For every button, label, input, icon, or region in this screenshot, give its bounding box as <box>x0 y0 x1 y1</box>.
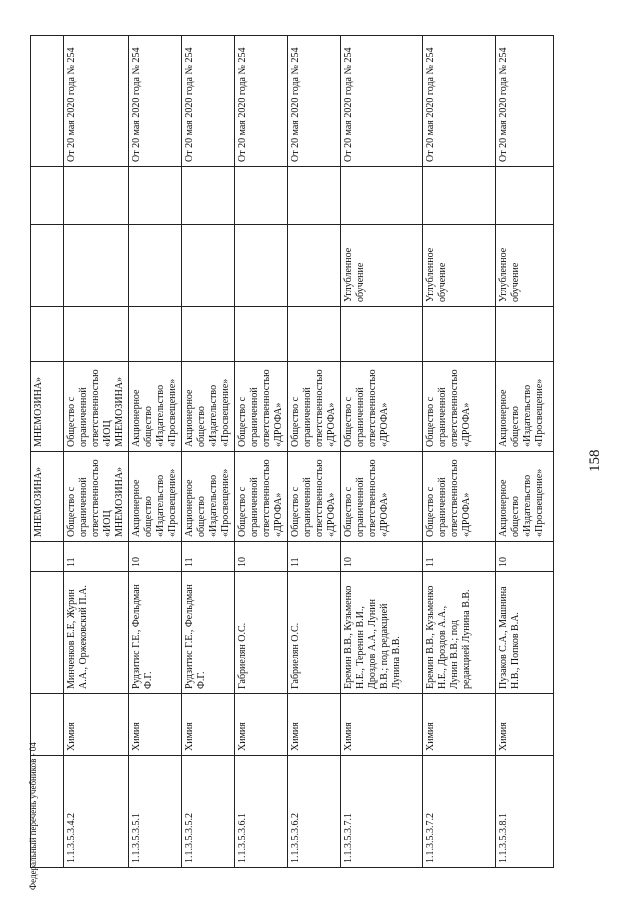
code-cell: 1.1.3.5.3.5.1 <box>129 756 182 868</box>
publisher-cell: Общество с ограниченной ответственностью «ИОЦ МНЕМОЗИНА» <box>64 452 129 542</box>
table-body <box>31 36 554 868</box>
order-cell: От 20 мая 2020 года № 254 <box>182 36 235 167</box>
header-cell: МНЕМОЗИНА» <box>31 362 64 452</box>
authors-cell: Рудзитис Г.Е., Фельдман Ф.Г. <box>129 572 182 694</box>
extra1-cell <box>288 307 341 362</box>
table-row <box>129 36 182 868</box>
authors-cell: Габриелян О.С. <box>288 572 341 694</box>
extra2-cell <box>235 167 288 225</box>
publisher2-cell: Акционерное общество «Издательство «Просвещение» <box>129 362 182 452</box>
publisher-cell: Общество с ограниченной ответственностью «ДРОФА» <box>235 452 288 542</box>
extra1-cell <box>129 307 182 362</box>
order-cell: От 20 мая 2020 года № 254 <box>64 36 129 167</box>
code-cell: 1.1.3.5.3.7.1 <box>341 756 423 868</box>
header-cell <box>31 307 64 362</box>
order-cell: От 20 мая 2020 года № 254 <box>341 36 423 167</box>
header-cell: МНЕМОЗИНА» <box>31 452 64 542</box>
authors-cell: Пузаков С.А., Машнина Н.В., Попков В.А. <box>496 572 554 694</box>
authors-cell: Рудзитис Г.Е., Фельдман Ф.Г. <box>182 572 235 694</box>
order-cell: От 20 мая 2020 года № 254 <box>235 36 288 167</box>
publisher2-cell: Общество с ограниченной ответственностью «ИОЦ МНЕМОЗИНА» <box>64 362 129 452</box>
grade-cell: 10 <box>496 542 554 572</box>
table-row <box>235 36 288 868</box>
subject-cell: Химия <box>129 694 182 756</box>
order-cell: От 20 мая 2020 года № 254 <box>129 36 182 167</box>
grade-cell: 10 <box>129 542 182 572</box>
subject-cell: Химия <box>288 694 341 756</box>
code-cell: 1.1.3.5.3.6.2 <box>288 756 341 868</box>
table-row <box>182 36 235 868</box>
grade-cell: 11 <box>423 542 496 572</box>
grade-cell: 10 <box>341 542 423 572</box>
code-cell: 1.1.3.5.3.4.2 <box>64 756 129 868</box>
table-row <box>496 36 554 868</box>
extra2-cell <box>341 167 423 225</box>
subject-cell: Химия <box>64 694 129 756</box>
page-number: 158 <box>587 449 603 472</box>
publisher-cell: Общество с ограниченной ответственностью «ДРОФА» <box>288 452 341 542</box>
grade-cell: 11 <box>288 542 341 572</box>
extra1-cell <box>182 307 235 362</box>
subject-cell: Химия <box>182 694 235 756</box>
code-cell: 1.1.3.5.3.6.1 <box>235 756 288 868</box>
header-cell <box>31 225 64 307</box>
subject-cell: Химия <box>341 694 423 756</box>
subject-cell: Химия <box>235 694 288 756</box>
extra2-cell <box>64 167 129 225</box>
extra1-cell <box>64 307 129 362</box>
level-cell <box>288 225 341 307</box>
publisher-cell: Общество с ограниченной ответственностью «ДРОФА» <box>341 452 423 542</box>
extra1-cell <box>496 307 554 362</box>
authors-cell: Еремин В.В., Кузьменко Н.Е., Дроздов А.А., Лунин В.В.; под редакцией Лунина В.В. <box>423 572 496 694</box>
level-cell <box>235 225 288 307</box>
table-row <box>341 36 423 868</box>
subject-cell: Химия <box>496 694 554 756</box>
publisher2-cell: Общество с ограниченной ответственностью «ДРОФА» <box>288 362 341 452</box>
extra2-cell <box>182 167 235 225</box>
header-cell <box>31 36 64 167</box>
level-cell <box>129 225 182 307</box>
code-cell: 1.1.3.5.3.8.1 <box>496 756 554 868</box>
subject-cell: Химия <box>423 694 496 756</box>
textbook-table <box>30 35 554 868</box>
publisher-cell: Общество с ограниченной ответственностью «ДРОФА» <box>423 452 496 542</box>
table-row <box>423 36 496 868</box>
publisher-cell: Акционерное общество «Издательство «Просвещение» <box>496 452 554 542</box>
publisher2-cell: Общество с ограниченной ответственностью «ДРОФА» <box>341 362 423 452</box>
grade-cell: 11 <box>182 542 235 572</box>
rotated-table-container <box>30 36 610 868</box>
code-cell: 1.1.3.5.3.7.2 <box>423 756 496 868</box>
level-cell <box>182 225 235 307</box>
grade-cell: 11 <box>64 542 129 572</box>
table-row <box>64 36 129 868</box>
publisher-cell: Акционерное общество «Издательство «Просвещение» <box>129 452 182 542</box>
level-cell: Углубленное обучение <box>341 225 423 307</box>
extra1-cell <box>235 307 288 362</box>
authors-cell: Габриелян О.С. <box>235 572 288 694</box>
publisher2-cell: Общество с ограниченной ответственностью «ДРОФА» <box>235 362 288 452</box>
authors-cell: Еремин В.В., Кузьменко Н.Е., Теренин В.И., Дроздов А.А., Лунин В.В.; под редакцией Лунина В.В. <box>341 572 423 694</box>
extra2-cell <box>288 167 341 225</box>
footer-text: Федеральный перечень учебников - 04 <box>28 742 38 890</box>
extra1-cell <box>423 307 496 362</box>
extra2-cell <box>129 167 182 225</box>
order-cell: От 20 мая 2020 года № 254 <box>423 36 496 167</box>
grade-cell: 10 <box>235 542 288 572</box>
level-cell: Углубленное обучение <box>423 225 496 307</box>
publisher2-cell: Общество с ограниченной ответственностью «ДРОФА» <box>423 362 496 452</box>
header-cell <box>31 167 64 225</box>
header-cell <box>31 542 64 572</box>
publisher-cell: Акционерное общество «Издательство «Просвещение» <box>182 452 235 542</box>
extra1-cell <box>341 307 423 362</box>
publisher2-cell: Акционерное общество «Издательство «Просвещение» <box>182 362 235 452</box>
authors-cell: Минченков Е.Е, Журин А.А., Оржековский П.А. <box>64 572 129 694</box>
level-cell: Углубленное обучение <box>496 225 554 307</box>
table-row <box>288 36 341 868</box>
extra2-cell <box>496 167 554 225</box>
code-cell: 1.1.3.5.3.5.2 <box>182 756 235 868</box>
header-cell <box>31 572 64 694</box>
level-cell <box>64 225 129 307</box>
order-cell: От 20 мая 2020 года № 254 <box>496 36 554 167</box>
publisher2-cell: Акционерное общество «Издательство «Просвещение» <box>496 362 554 452</box>
order-cell: От 20 мая 2020 года № 254 <box>288 36 341 167</box>
extra2-cell <box>423 167 496 225</box>
